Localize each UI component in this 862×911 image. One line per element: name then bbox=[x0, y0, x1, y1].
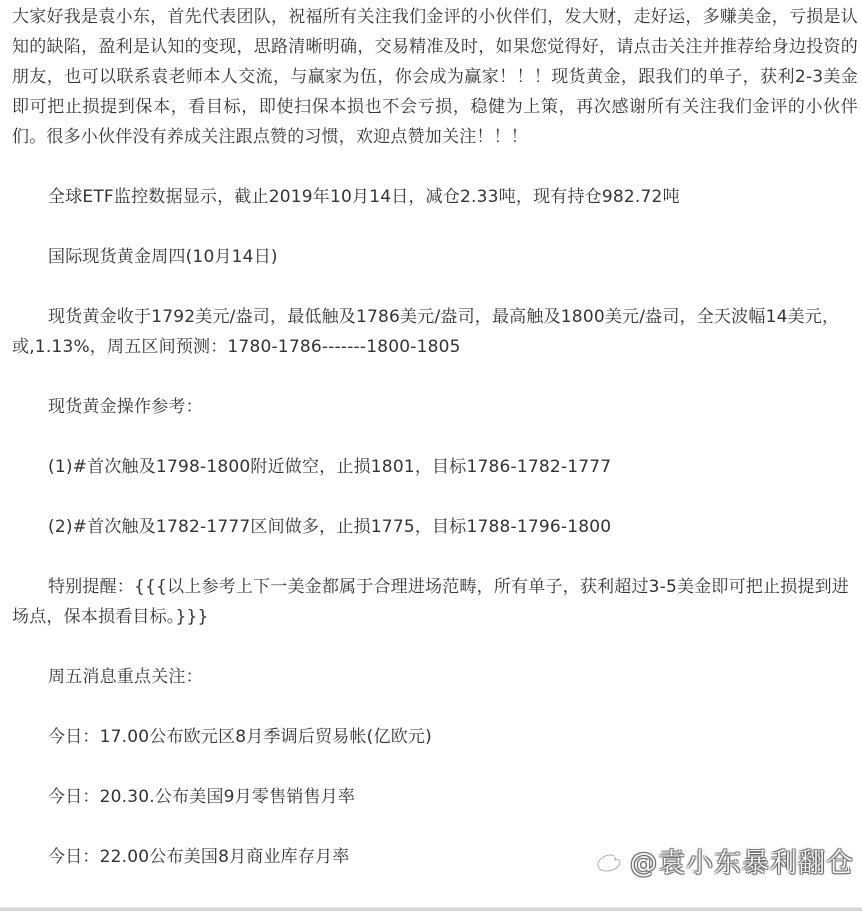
weibo-logo-icon bbox=[590, 843, 624, 877]
watermark-text: @袁小东暴利翻仓 bbox=[630, 847, 854, 879]
watermark bbox=[590, 836, 854, 884]
operation-2: (2)#首次触及1782-1777区间做多，止损1775，目标1788-1796-1800 bbox=[48, 517, 612, 537]
market-summary: 现货黄金收于1792美元/盎司，最低触及1786美元/盎司，最高触及1800美元/盎司，全天波幅14美元，或,1.13%，周五区间预测：1780-1786-------1800-1805 bbox=[12, 307, 840, 357]
operation-1: (1)#首次触及1798-1800附近做空，止损1801，目标1786-1782-1777 bbox=[48, 457, 612, 477]
special-reminder: 特别提醒：{{{以上参考上下一美金都属于合理进场范畴，所有单子，获利超过3-5美金即可把止损提到进场点，保本损看目标。}}} bbox=[12, 577, 850, 627]
news-title: 周五消息重点关注： bbox=[48, 667, 203, 687]
ops-title: 现货黄金操作参考： bbox=[48, 397, 203, 417]
section-heading: 国际现货黄金周四(10月14日) bbox=[48, 247, 278, 267]
news-item-2: 今日：20.30.公布美国9月零售销售月率 bbox=[48, 787, 356, 807]
news-item-3: 今日：22.00公布美国8月商业库存月率 bbox=[48, 847, 350, 867]
news-item-1: 今日：17.00公布欧元区8月季调后贸易帐(亿欧元) bbox=[48, 727, 432, 747]
bottom-scrollbar-track[interactable] bbox=[0, 907, 862, 911]
article-body bbox=[12, 0, 858, 872]
intro-paragraph: 大家好我是袁小东，首先代表团队，祝福所有关注我们金评的小伙伴们，发大财，走好运，多赚美金，亏损是认知的缺陷，盈利是认知的变现，思路清晰明确，交易精准及时，如果您觉得好，请点击关注并推荐给身边投资的朋友，也可以联系袁老师本人交流，与赢家为伍，你会成为赢家！！！现货黄金，跟我们的单子，获利2-3美金即可把止损提到保本，看目标，即使扫保本损也不会亏损，稳健为上策，再次感谢所有关注我们金评的小伙伴们。很多小伙伴没有养成关注跟点赞的习惯，欢迎点赞加关注！！！ bbox=[12, 7, 858, 147]
etf-paragraph: 全球ETF监控数据显示，截止2019年10月14日，减仓2.33吨，现有持仓982.72吨 bbox=[48, 187, 680, 207]
